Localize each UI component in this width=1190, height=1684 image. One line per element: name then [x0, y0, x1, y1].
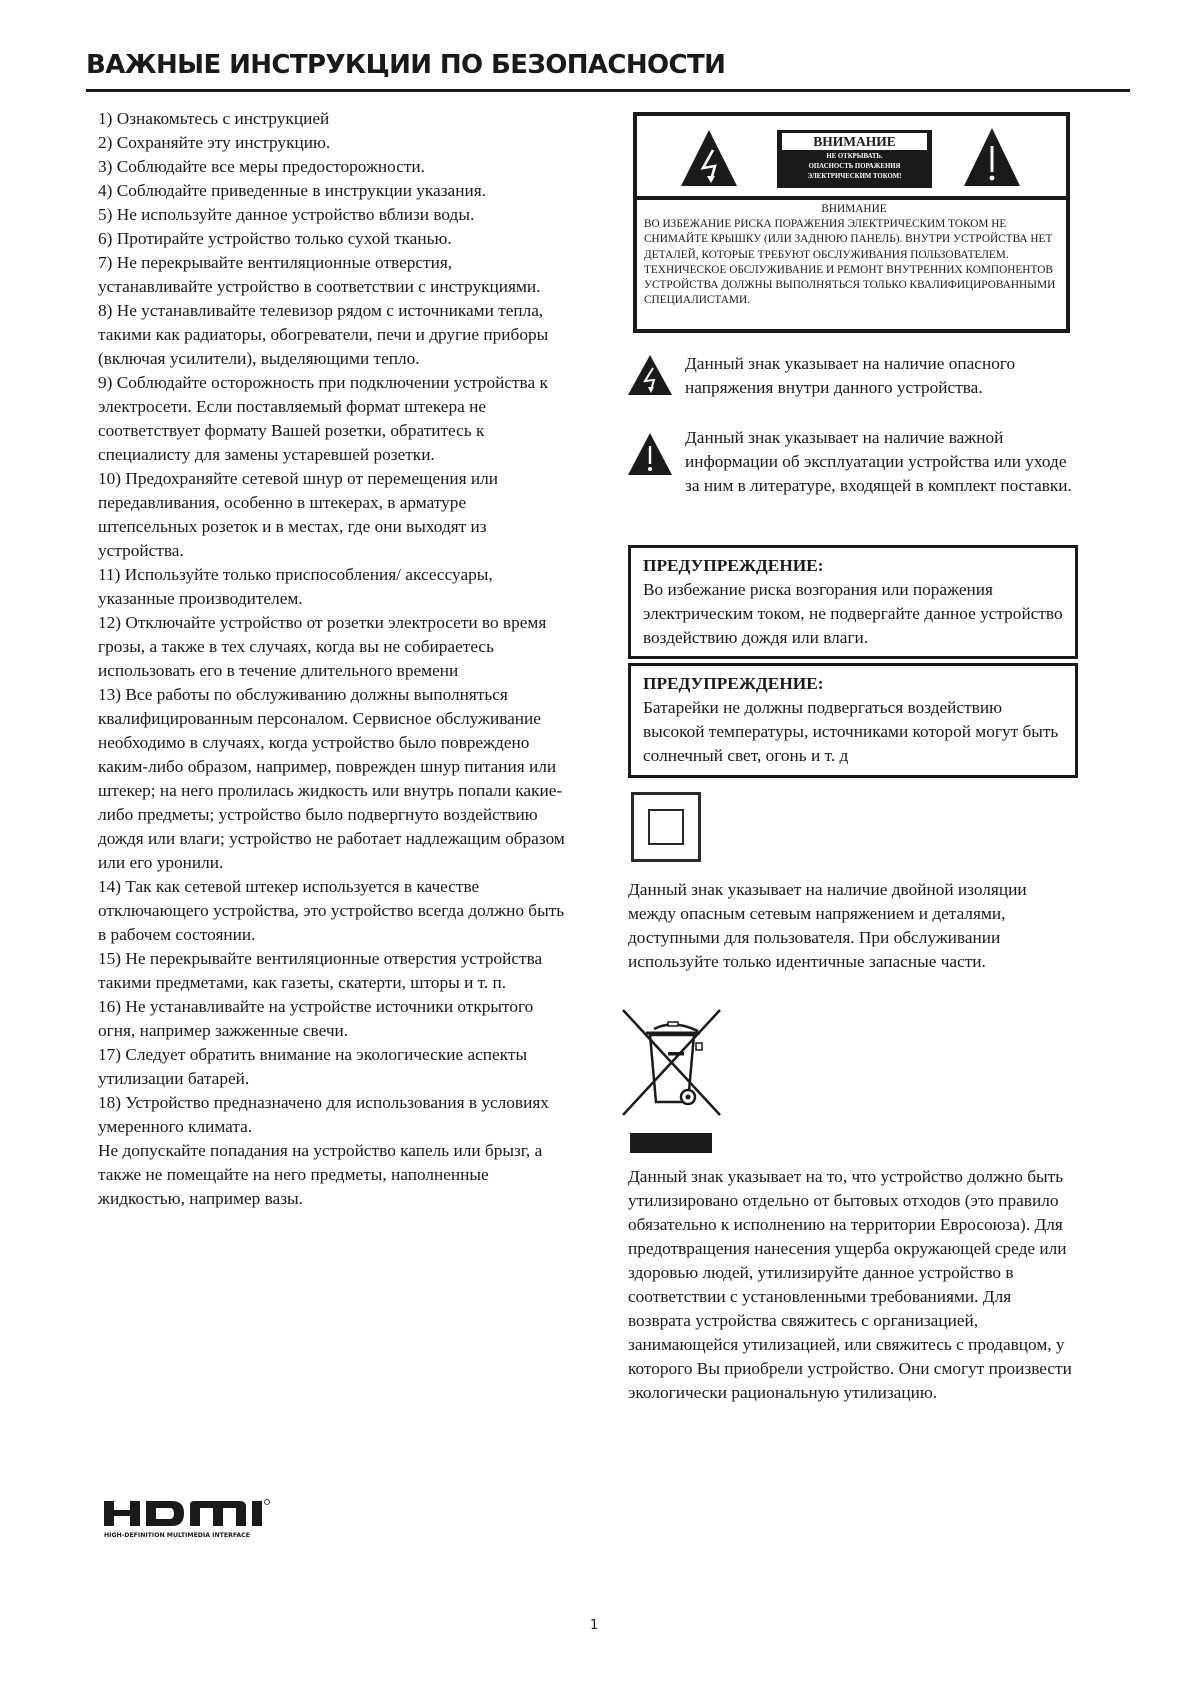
- page-number: 1: [590, 1618, 599, 1633]
- instruction-item: 8) Не устанавливайте телевизор рядом с источниками тепла, такими как радиаторы, обогреватели, печи и другие приборы (включая усилители), выделяющими тепло.: [98, 301, 549, 368]
- instruction-item: 1) Ознакомьтесь с инструкцией: [98, 109, 330, 128]
- caution-line: ЭЛЕКТРИЧЕСКИМ ТОКОМ!: [807, 173, 902, 180]
- info-sign-text: Данный знак указывает на наличие важной информации об эксплуатации устройства или уходе за ним в литературе, входящей в комплект поставки.: [685, 428, 1072, 495]
- warning-text: Батарейки не должны подвергаться воздействию высокой температуры, источниками которой могут быть солнечный свет, огонь и т. д: [643, 698, 1059, 765]
- caution-line: НЕ ОТКРЫВАТЬ.: [826, 153, 883, 160]
- page-title: ВАЖНЫЕ ИНСТРУКЦИИ ПО БЕЗОПАСНОСТИ: [86, 50, 726, 80]
- warning-heading: ПРЕДУПРЕЖДЕНИЕ:: [643, 556, 824, 575]
- instruction-item: 14) Так как сетевой штекер используется в качестве отключающего устройства, это устройство всегда должно быть в рабочем состоянии.: [98, 877, 565, 944]
- instruction-item: 11) Используйте только приспособления/ аксессуары, указанные производителем.: [98, 565, 493, 608]
- instruction-item: 15) Не перекрывайте вентиляционные отверстия устройства такими предметами, как газеты, скатерти, шторы и т. п.: [98, 949, 543, 992]
- instruction-item: 6) Протирайте устройство только сухой тканью.: [98, 229, 452, 248]
- hdmi-logo: [104, 1497, 282, 1541]
- instruction-item: 4) Соблюдайте приведенные в инструкции указания.: [98, 181, 486, 200]
- caution-label-body: [644, 202, 1064, 308]
- instruction-item: 10) Предохраняйте сетевой шнур от перемещения или передавливания, особенно в штекерах, в арматуре штепсельных розеток и в местах, где они выходят из устройства.: [98, 469, 499, 560]
- weee-black-bar: [630, 1133, 712, 1153]
- instruction-item: 18) Устройство предназначено для использования в условиях умеренного климата.: [98, 1093, 549, 1136]
- warning-heading: ПРЕДУПРЕЖДЕНИЕ:: [643, 674, 824, 693]
- warning-text: Во избежание риска возгорания или поражения электрическим током, не подвергайте данное устройство воздействию дождя или влаги.: [643, 580, 1063, 647]
- lightning-warning-icon: [679, 128, 739, 188]
- warning-box-moisture: [628, 545, 1078, 659]
- instruction-item: 16) Не устанавливайте на устройстве источники открытого огня, например зажженные свечи.: [98, 997, 534, 1040]
- double-insulation-inner-square: [648, 809, 684, 845]
- weee-text: Данный знак указывает на то, что устройство должно быть утилизировано отдельно от бытовых отходов (это правило обязательно к исполнению на территории Евросоюза). Для предотвращения нанесения ущерба окружающей среде или здоровью людей, утилизируйте данное устройство в соответствии с установленными требованиями. Для возврата устройства свяжитесь с организацией, занимающейся утилизацией, или свяжитесь с продавцом, у которого Вы приобрели устройство. Они смогут произвести экологически рациональную утилизацию.: [628, 1167, 1072, 1402]
- double-insulation-icon: [631, 792, 701, 862]
- instruction-item: 9) Соблюдайте осторожность при подключении устройства к электросети. Если поставляемый формат штекера не соответствует формату Вашей розетки, обратитесь к специалисту для замены устаревшей розетки.: [98, 373, 548, 464]
- voltage-sign-text: Данный знак указывает на наличие опасного напряжения внутри данного устройства.: [685, 354, 1016, 397]
- title-divider: [86, 89, 1130, 92]
- exclamation-warning-icon: [627, 432, 673, 476]
- instructions-list: [98, 107, 568, 1211]
- caution-label-header: [637, 116, 1066, 200]
- instruction-item: 12) Отключайте устройство от розетки электросети во время грозы, а также в тех случаях, когда вы не собираетесь использовать его в течение длительного времени: [98, 613, 547, 680]
- hdmi-tagline: HIGH-DEFINITION MULTIMEDIA INTERFACE: [104, 1532, 250, 1539]
- instruction-item: 7) Не перекрывайте вентиляционные отверстия, устанавливайте устройство в соответствии с инструкциями.: [98, 253, 541, 296]
- instruction-item: 17) Следует обратить внимание на экологические аспекты утилизации батарей.: [98, 1045, 528, 1088]
- caution-label-box: [633, 112, 1070, 333]
- instruction-item: 5) Не используйте данное устройство вблизи воды.: [98, 205, 475, 224]
- info-sign-row: [627, 426, 1077, 526]
- caution-body-text: ВО ИЗБЕЖАНИЕ РИСКА ПОРАЖЕНИЯ ЭЛЕКТРИЧЕСКИМ ТОКОМ НЕ СНИМАЙТЕ КРЫШКУ (ИЛИ ЗАДНЮЮ ПАНЕЛЬ). ВНУТРИ УСТРОЙСТВА НЕТ ДЕТАЛЕЙ, КОТОРЫЕ ТРЕБУЮТ ОБСЛУЖИВАНИЯ ПОЛЬЗОВАТЕЛЕМ. ТЕХНИЧЕСКОЕ ОБСЛУЖИВАНИЕ И РЕМОНТ ВНУТРЕННИХ КОМПОНЕНТОВ УСТРОЙСТВА ДОЛЖНЫ ВЫПОЛНЯТЬСЯ ТОЛЬКО КВАЛИФИЦИРОВАННЫМИ СПЕЦИАЛИСТАМИ.: [644, 218, 1056, 307]
- caution-plate-text: [777, 152, 932, 182]
- exclamation-warning-icon: [962, 126, 1022, 188]
- instruction-item: 3) Соблюдайте все меры предосторожности.: [98, 157, 425, 176]
- double-insulation-text: Данный знак указывает на наличие двойной изоляции между опасным сетевым напряжением и деталями, доступными для пользователя. При обслуживании используйте только идентичные запасные части.: [628, 880, 1027, 971]
- caution-body-heading: ВНИМАНИЕ: [821, 203, 887, 215]
- weee-crossed-bin-icon: [618, 1005, 728, 1120]
- lightning-warning-icon: [627, 354, 673, 396]
- caution-plate: [777, 130, 932, 188]
- voltage-sign-row: [627, 352, 1077, 412]
- instruction-item: 13) Все работы по обслуживанию должны выполняться квалифицированным персоналом. Сервисное обслуживание необходимо в случаях, когда устройство было повреждено каким-либо образом, например, поврежден шнур питания или штекер; на него пролилась жидкость или внутрь попали какие-либо предметы; устройство было подвергнуто воздействию дождя или влаги; устройство не работает надлежащим образом или его уронили.: [98, 685, 565, 872]
- instruction-item: 2) Сохраняйте эту инструкцию.: [98, 133, 331, 152]
- instruction-item: Не допускайте попадания на устройство капель или брызг, а также не помещайте на него предметы, наполненные жидкостью, например вазы.: [98, 1141, 543, 1208]
- caution-line: ОПАСНОСТЬ ПОРАЖЕНИЯ: [808, 163, 901, 170]
- warning-box-batteries: [628, 663, 1078, 778]
- caution-plate-title: ВНИМАНИЕ: [782, 133, 927, 150]
